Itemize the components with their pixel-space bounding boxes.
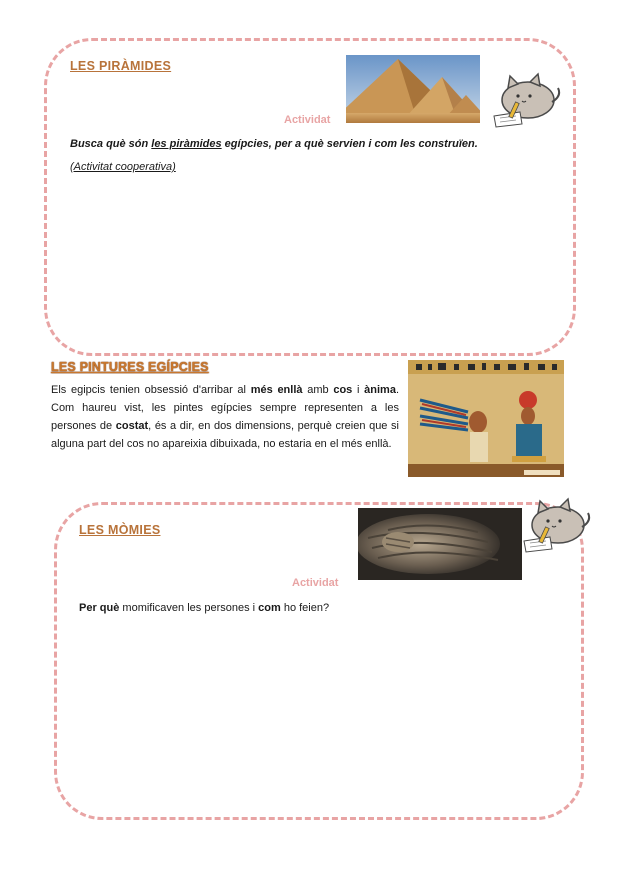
cat-writing-icon (490, 72, 562, 128)
pintures-paragraph: Els egipcis tenien obsessió d'arribar al més enllà amb cos i ànima. Com haureu vist, les pintes egípcies sempre representen a les persones de costat, és a dir, en dos dimensions, perquè creien que si alguna part del cos no apareixia dibuixada, no estaria en el més enllà. (51, 384, 400, 450)
egyptian-painting-photo (408, 360, 564, 477)
prompt-text-end: egípcies, per a què servien i com les construïen. (221, 138, 478, 150)
activity-note: (Activitat cooperativa) (70, 161, 176, 173)
activitat-label: Actividat (292, 577, 339, 589)
section-title-momies: LES MÒMIES (79, 523, 161, 537)
pyramids-photo (346, 55, 480, 123)
activity-prompt (70, 135, 550, 153)
activitat-label: Actividat (284, 114, 331, 126)
momies-question: Per què momificaven les persones i com ho feien? (79, 602, 330, 614)
mummy-photo (358, 508, 522, 580)
prompt-underlined: les piràmides (151, 138, 222, 150)
prompt-text: Busca què són (70, 138, 152, 150)
section-title-pintures: LES PINTURES EGÍPCIES (51, 360, 209, 374)
section-title-piramides: LES PIRÀMIDES (70, 59, 172, 73)
cat-writing-icon (520, 497, 592, 553)
